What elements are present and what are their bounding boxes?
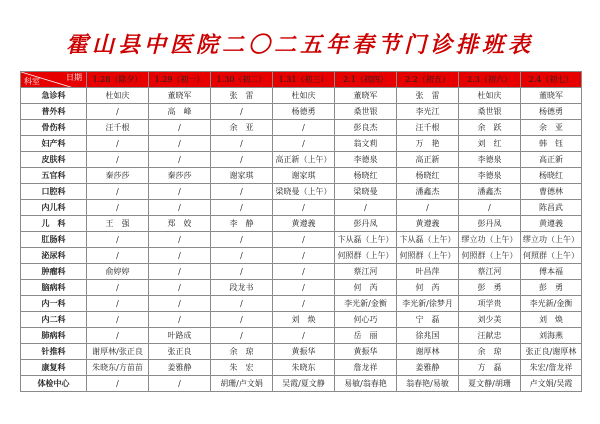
schedule-cell: 李德泉 bbox=[335, 152, 397, 168]
date-axis-label: 日期 bbox=[66, 73, 82, 82]
schedule-cell: 张正良/谢厚林 bbox=[521, 344, 582, 360]
schedule-cell: 易敏/翁春艳 bbox=[335, 376, 397, 392]
table-row bbox=[21, 232, 582, 248]
table-row bbox=[21, 200, 582, 216]
table-row bbox=[21, 344, 582, 360]
schedule-cell: 高正新 bbox=[521, 152, 582, 168]
schedule-cell: 谢家琪 bbox=[211, 168, 273, 184]
table-row bbox=[21, 328, 582, 344]
dept-name: 普外科 bbox=[21, 104, 87, 120]
schedule-cell: 李光新/金衡 bbox=[521, 296, 582, 312]
schedule-cell: 杨德勇 bbox=[273, 104, 335, 120]
schedule-cell: 彭丹凤 bbox=[459, 216, 521, 232]
table-row bbox=[21, 184, 582, 200]
schedule-table bbox=[20, 71, 582, 392]
schedule-cell: / bbox=[273, 200, 335, 216]
date-header: 2.1（初四） bbox=[335, 72, 397, 88]
dept-name: 内二科 bbox=[21, 312, 87, 328]
schedule-cell: / bbox=[335, 200, 397, 216]
schedule-cell: / bbox=[211, 328, 273, 344]
schedule-cell: 刘海燕 bbox=[521, 328, 582, 344]
schedule-cell: / bbox=[149, 296, 211, 312]
schedule-cell: 桑世银 bbox=[335, 104, 397, 120]
schedule-cell: 何照群（上午） bbox=[521, 248, 582, 264]
schedule-cell: / bbox=[273, 120, 335, 136]
schedule-cell: 谢厚林 bbox=[397, 344, 459, 360]
schedule-cell: 郑 姣 bbox=[149, 216, 211, 232]
schedule-cell: 何心巧 bbox=[335, 312, 397, 328]
dept-name: 妇产科 bbox=[21, 136, 87, 152]
schedule-cell: / bbox=[273, 264, 335, 280]
schedule-cell: / bbox=[87, 376, 149, 392]
schedule-cell: 秦莎莎 bbox=[87, 168, 149, 184]
schedule-cell: 杨德勇 bbox=[521, 104, 582, 120]
schedule-cell: / bbox=[149, 184, 211, 200]
schedule-cell: 缪立功（上午） bbox=[521, 232, 582, 248]
dept-name: 儿 科 bbox=[21, 216, 87, 232]
schedule-cell: / bbox=[211, 200, 273, 216]
schedule-cell: 姜雅静 bbox=[397, 360, 459, 376]
schedule-cell: 杜如庆 bbox=[459, 88, 521, 104]
schedule-cell: 姜雅静 bbox=[149, 360, 211, 376]
dept-name: 急诊科 bbox=[21, 88, 87, 104]
schedule-cell: 杨晓红 bbox=[335, 168, 397, 184]
schedule-cell: 徐兆国 bbox=[397, 328, 459, 344]
schedule-cell: 叶昌萍 bbox=[397, 264, 459, 280]
dept-axis-label: 科室 bbox=[24, 77, 40, 86]
schedule-cell: 段龙书 bbox=[211, 280, 273, 296]
schedule-cell: 杨晓红 bbox=[397, 168, 459, 184]
dept-name: 肛肠科 bbox=[21, 232, 87, 248]
schedule-cell: 何照群（上午） bbox=[397, 248, 459, 264]
dept-name: 口腔科 bbox=[21, 184, 87, 200]
schedule-cell: / bbox=[87, 328, 149, 344]
schedule-cell: 李光新/金衡 bbox=[335, 296, 397, 312]
schedule-cell: 杜如庆 bbox=[87, 88, 149, 104]
dept-name: 康复科 bbox=[21, 360, 87, 376]
schedule-cell: / bbox=[149, 248, 211, 264]
schedule-cell: 汪千根 bbox=[397, 120, 459, 136]
schedule-cell: 卞从磊（上午） bbox=[335, 232, 397, 248]
schedule-cell: 俞婷婷 bbox=[87, 264, 149, 280]
table-row bbox=[21, 360, 582, 376]
table-row bbox=[21, 312, 582, 328]
schedule-cell: / bbox=[87, 248, 149, 264]
schedule-cell: / bbox=[211, 248, 273, 264]
schedule-cell: 李德泉 bbox=[459, 168, 521, 184]
schedule-cell: 余 亚 bbox=[211, 120, 273, 136]
schedule-cell: / bbox=[87, 232, 149, 248]
schedule-cell: 黄振华 bbox=[335, 344, 397, 360]
schedule-cell: 朱 宏 bbox=[211, 360, 273, 376]
schedule-cell: 朱晓东 bbox=[273, 360, 335, 376]
schedule-cell: / bbox=[87, 312, 149, 328]
schedule-cell: 董晓军 bbox=[149, 88, 211, 104]
corner-cell bbox=[21, 72, 87, 88]
dept-name: 体检中心 bbox=[21, 376, 87, 392]
schedule-cell: 梁晓曼 bbox=[335, 184, 397, 200]
schedule-cell: 秦莎莎 bbox=[149, 168, 211, 184]
schedule-cell: 潘鑫杰 bbox=[397, 184, 459, 200]
schedule-cell: 万 艳 bbox=[397, 136, 459, 152]
schedule-cell: / bbox=[211, 184, 273, 200]
schedule-cell: 余 琼 bbox=[211, 344, 273, 360]
table-row bbox=[21, 216, 582, 232]
schedule-cell: / bbox=[211, 136, 273, 152]
schedule-cell: 刘少美 bbox=[459, 312, 521, 328]
schedule-cell: / bbox=[149, 136, 211, 152]
schedule-cell: 李光江 bbox=[397, 104, 459, 120]
date-header: 2.4（初七） bbox=[521, 72, 582, 88]
table-row bbox=[21, 296, 582, 312]
schedule-cell: 潘鑫杰 bbox=[459, 184, 521, 200]
schedule-cell: 黄振华 bbox=[273, 344, 335, 360]
schedule-cell: 詹龙祥 bbox=[335, 360, 397, 376]
schedule-cell: 项学贵 bbox=[459, 296, 521, 312]
dept-name: 泌尿科 bbox=[21, 248, 87, 264]
schedule-cell: / bbox=[273, 232, 335, 248]
schedule-cell: 翁春艳/易敏 bbox=[397, 376, 459, 392]
table-row bbox=[21, 168, 582, 184]
schedule-cell: 蔡江河 bbox=[335, 264, 397, 280]
schedule-cell: 张 雷 bbox=[397, 88, 459, 104]
date-header: 1.30（初二） bbox=[211, 72, 273, 88]
schedule-cell: / bbox=[149, 152, 211, 168]
table-row bbox=[21, 136, 582, 152]
schedule-cell: / bbox=[211, 232, 273, 248]
schedule-cell: 黄遵義 bbox=[397, 216, 459, 232]
schedule-cell: 何 芮 bbox=[397, 280, 459, 296]
schedule-cell: / bbox=[459, 200, 521, 216]
schedule-cell: 杨晓红 bbox=[521, 168, 582, 184]
schedule-cell: 李 静 bbox=[211, 216, 273, 232]
schedule-cell: 张正良 bbox=[149, 344, 211, 360]
dept-name: 内儿科 bbox=[21, 200, 87, 216]
dept-name: 肺病科 bbox=[21, 328, 87, 344]
schedule-cell: / bbox=[211, 312, 273, 328]
schedule-cell: / bbox=[87, 104, 149, 120]
schedule-cell: 陈昌武 bbox=[521, 200, 582, 216]
schedule-cell: 刘 焕 bbox=[521, 312, 582, 328]
schedule-cell: 王 强 bbox=[87, 216, 149, 232]
schedule-cell: 刘 焕 bbox=[273, 312, 335, 328]
schedule-cell: 曹德林 bbox=[521, 184, 582, 200]
schedule-cell: 黄遵義 bbox=[273, 216, 335, 232]
schedule-cell: 高 峰 bbox=[149, 104, 211, 120]
schedule-cell: 谢家琪 bbox=[273, 168, 335, 184]
schedule-cell: 何照群（上午） bbox=[335, 248, 397, 264]
schedule-cell: 彭 勇 bbox=[459, 280, 521, 296]
schedule-cell: / bbox=[211, 104, 273, 120]
table-row bbox=[21, 280, 582, 296]
date-header: 1.31（初三） bbox=[273, 72, 335, 88]
schedule-cell: / bbox=[273, 248, 335, 264]
schedule-cell: / bbox=[87, 280, 149, 296]
schedule-cell: / bbox=[87, 136, 149, 152]
schedule-cell: 朱宏/詹龙祥 bbox=[521, 360, 582, 376]
schedule-cell: / bbox=[273, 296, 335, 312]
schedule-cell: / bbox=[87, 152, 149, 168]
schedule-cell: 卢文娟/吴霞 bbox=[521, 376, 582, 392]
schedule-cell: / bbox=[211, 152, 273, 168]
schedule-cell: 彭良杰 bbox=[335, 120, 397, 136]
schedule-cell: / bbox=[149, 264, 211, 280]
schedule-cell: 高正新 bbox=[397, 152, 459, 168]
schedule-cell: 汪千根 bbox=[87, 120, 149, 136]
schedule-cell: 董晓军 bbox=[335, 88, 397, 104]
schedule-cell: / bbox=[149, 232, 211, 248]
schedule-cell: 李德泉 bbox=[459, 152, 521, 168]
schedule-cell: 汪献忠 bbox=[459, 328, 521, 344]
schedule-cell: 方 磊 bbox=[459, 360, 521, 376]
schedule-cell: 何照群（上午） bbox=[459, 248, 521, 264]
schedule-cell: 彭丹凤 bbox=[335, 216, 397, 232]
schedule-cell: 谢厚林/张正良 bbox=[87, 344, 149, 360]
schedule-cell: 刘 红 bbox=[459, 136, 521, 152]
page-title: 霍山县中医院二〇二五年春节门诊排班表 bbox=[65, 33, 534, 58]
schedule-cell: / bbox=[211, 296, 273, 312]
schedule-cell: / bbox=[87, 184, 149, 200]
schedule-cell: 宁 磊 bbox=[397, 312, 459, 328]
schedule-cell: 缪立功（上午） bbox=[459, 232, 521, 248]
schedule-cell: 翁文莉 bbox=[335, 136, 397, 152]
schedule-cell: 余 亚 bbox=[521, 120, 582, 136]
dept-name: 骨伤科 bbox=[21, 120, 87, 136]
dept-name: 内一科 bbox=[21, 296, 87, 312]
table-row bbox=[21, 376, 582, 392]
schedule-cell: 余 跃 bbox=[459, 120, 521, 136]
schedule-cell: 张 雷 bbox=[211, 88, 273, 104]
date-header: 2.2（初五） bbox=[397, 72, 459, 88]
dept-name: 五官科 bbox=[21, 168, 87, 184]
table-row bbox=[21, 264, 582, 280]
schedule-cell: 何 芮 bbox=[335, 280, 397, 296]
schedule-cell: / bbox=[149, 312, 211, 328]
schedule-cell: 杜如庆 bbox=[273, 88, 335, 104]
schedule-cell: / bbox=[149, 280, 211, 296]
schedule-cell: 李光新/徐梦月 bbox=[397, 296, 459, 312]
schedule-cell: 叶路成 bbox=[149, 328, 211, 344]
schedule-cell: / bbox=[149, 120, 211, 136]
schedule-cell: 彭 勇 bbox=[521, 280, 582, 296]
schedule-cell: / bbox=[273, 136, 335, 152]
schedule-cell: 岳 丽 bbox=[335, 328, 397, 344]
schedule-cell: 朱晓东/方苗苗 bbox=[87, 360, 149, 376]
table-row bbox=[21, 104, 582, 120]
header-row bbox=[21, 72, 582, 88]
table-row bbox=[21, 152, 582, 168]
schedule-cell: / bbox=[87, 200, 149, 216]
schedule-cell: / bbox=[149, 376, 211, 392]
schedule-cell: 黄遵義 bbox=[521, 216, 582, 232]
table-row bbox=[21, 248, 582, 264]
schedule-cell: 胡珊/卢文娟 bbox=[211, 376, 273, 392]
schedule-cell: / bbox=[149, 200, 211, 216]
schedule-cell: 吴霞/夏文静 bbox=[273, 376, 335, 392]
date-header: 1.28（除夕） bbox=[87, 72, 149, 88]
schedule-cell: 韩 钰 bbox=[521, 136, 582, 152]
dept-name: 肿瘤科 bbox=[21, 264, 87, 280]
schedule-cell: / bbox=[397, 200, 459, 216]
schedule-cell: 夏文静/胡珊 bbox=[459, 376, 521, 392]
schedule-cell: 卞从磊（上午） bbox=[397, 232, 459, 248]
schedule-cell: 蔡江河 bbox=[459, 264, 521, 280]
schedule-cell: / bbox=[273, 280, 335, 296]
date-header: 2.3（初六） bbox=[459, 72, 521, 88]
schedule-cell: 董晓军 bbox=[521, 88, 582, 104]
schedule-cell: / bbox=[273, 328, 335, 344]
dept-name: 脑病科 bbox=[21, 280, 87, 296]
schedule-cell: / bbox=[87, 296, 149, 312]
date-header: 1.29（初一） bbox=[149, 72, 211, 88]
schedule-cell: 傅本福 bbox=[521, 264, 582, 280]
table-row bbox=[21, 120, 582, 136]
dept-name: 针推科 bbox=[21, 344, 87, 360]
schedule-cell: 高正新（上午） bbox=[273, 152, 335, 168]
dept-name: 皮肤科 bbox=[21, 152, 87, 168]
schedule-cell: 梁晓曼（上午） bbox=[273, 184, 335, 200]
schedule-cell: 桑世银 bbox=[459, 104, 521, 120]
schedule-cell: 余 琼 bbox=[459, 344, 521, 360]
table-row bbox=[21, 88, 582, 104]
schedule-cell: / bbox=[211, 264, 273, 280]
